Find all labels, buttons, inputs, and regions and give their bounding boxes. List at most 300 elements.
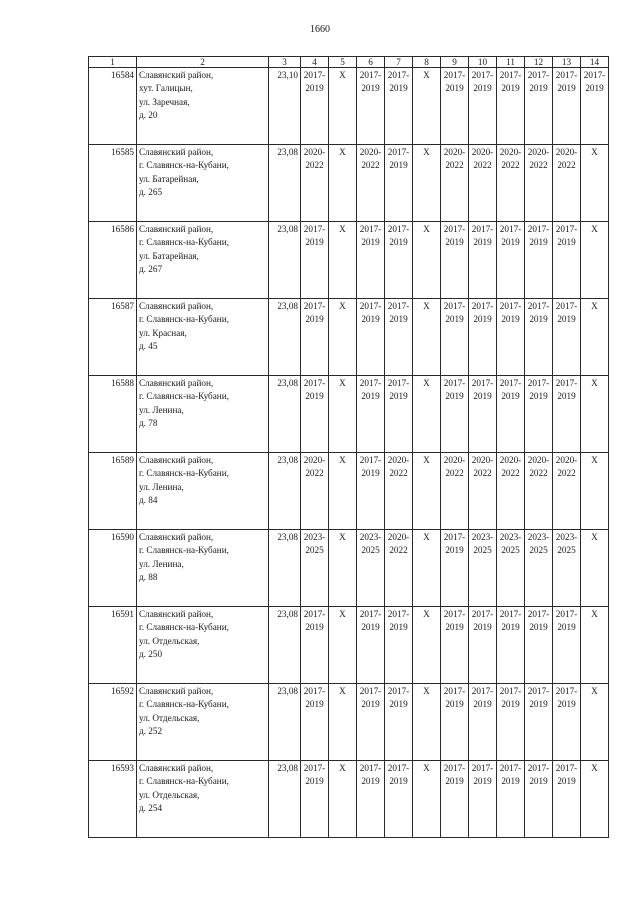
period-value: X [591,532,598,542]
period-cell [469,453,497,530]
period-value: 2017- 2019 [443,301,466,325]
period-cell [357,299,385,376]
period-cell [553,761,581,838]
period-value: 2020- 2022 [471,455,494,479]
period-cell [497,761,525,838]
period-value: 2017- 2019 [527,763,550,787]
period-cell [329,222,357,299]
period-value: 2017- 2019 [387,686,410,710]
period-cell [581,607,609,684]
period-cell [497,145,525,222]
period-cell [413,68,441,145]
header-row [89,57,609,68]
period-value: X [591,455,598,465]
address-cell [137,376,269,453]
period-value: X [591,609,598,619]
period-cell [301,299,329,376]
period-cell [581,761,609,838]
address-cell [137,530,269,607]
period-cell [525,607,553,684]
period-cell [357,453,385,530]
period-value: 2017- 2019 [555,378,578,402]
period-cell [581,68,609,145]
period-cell [525,684,553,761]
period-cell [357,68,385,145]
period-value: 2023- 2025 [471,532,494,556]
period-cell [357,145,385,222]
period-cell [469,761,497,838]
period-cell [385,607,413,684]
period-cell [301,68,329,145]
address-cell [137,607,269,684]
address-cell [137,684,269,761]
period-cell [441,761,469,838]
period-value: 2017- 2019 [387,378,410,402]
address-line: Славянский район, [139,147,214,157]
address-line: д. 267 [139,264,163,275]
period-value: X [423,532,430,542]
period-value: 2023- 2025 [359,532,382,556]
period-value: 2017- 2019 [471,224,494,248]
period-value: 2017- 2019 [443,224,466,248]
period-value: 2017- 2019 [499,609,522,633]
period-cell [301,222,329,299]
area-value: 23,10 [269,68,301,145]
period-cell [329,607,357,684]
period-value: 2017- 2019 [527,686,550,710]
period-cell [525,530,553,607]
period-cell [469,68,497,145]
period-cell [385,530,413,607]
address-line: д. 254 [139,803,163,814]
column-header-4: 4 [301,57,329,68]
column-header-5: 5 [329,57,357,68]
period-value: 2017- 2019 [359,455,382,479]
period-value: X [339,70,346,80]
period-cell [413,376,441,453]
period-value: X [591,763,598,773]
period-value: 2023- 2025 [303,532,326,556]
period-cell [525,376,553,453]
address-line: ул. Отдельская, [139,635,200,646]
period-cell [301,607,329,684]
period-cell [301,376,329,453]
period-value: X [591,686,598,696]
period-value: 2017- 2019 [555,686,578,710]
period-value: 2020- 2022 [527,455,550,479]
period-cell [329,761,357,838]
period-value: X [423,763,430,773]
period-value: 2020- 2022 [555,455,578,479]
period-value: 2017- 2019 [443,378,466,402]
column-header-11: 11 [497,57,525,68]
period-cell [357,607,385,684]
record-number: 16588 [89,376,137,453]
period-value: 2017- 2019 [555,224,578,248]
period-cell [413,453,441,530]
period-cell [469,607,497,684]
address-line: ул. Ленина, [139,558,184,569]
period-value: 2017- 2019 [303,378,326,402]
column-header-8: 8 [413,57,441,68]
period-cell [385,761,413,838]
period-cell [329,145,357,222]
period-cell [441,684,469,761]
column-header-1: 1 [89,57,137,68]
record-number: 16587 [89,299,137,376]
period-cell [413,530,441,607]
period-value: 2017- 2019 [387,70,410,94]
address-line: ул. Ленина, [139,404,184,415]
period-cell [525,145,553,222]
period-value: X [339,378,346,388]
column-header-9: 9 [441,57,469,68]
address-line: г. Славянск-на-Кубани, [139,622,229,633]
period-cell [581,376,609,453]
table-row [89,376,609,453]
period-cell [329,453,357,530]
period-value: 2017- 2019 [303,224,326,248]
area-value: 23,08 [269,761,301,838]
period-value: X [339,455,346,465]
period-value: 2017- 2019 [471,686,494,710]
period-cell [553,607,581,684]
period-cell [469,530,497,607]
address-line: Славянский район, [139,763,214,773]
address-line: Славянский район, [139,686,214,696]
address-line: Славянский район, [139,609,214,619]
table-row [89,222,609,299]
period-value: 2017- 2019 [471,763,494,787]
address-line: Славянский район, [139,455,214,465]
period-cell [581,453,609,530]
period-cell [525,761,553,838]
period-cell [385,684,413,761]
period-cell [553,376,581,453]
address-line: г. Славянск-на-Кубани, [139,545,229,556]
period-cell [357,684,385,761]
period-value: 2020- 2022 [359,147,382,171]
period-value: 2017- 2019 [303,609,326,633]
period-value: 2017- 2019 [443,763,466,787]
period-value: 2017- 2019 [387,147,410,171]
table-row [89,453,609,530]
period-value: 2020- 2022 [555,147,578,171]
address-line: г. Славянск-на-Кубани, [139,699,229,710]
address-line: г. Славянск-на-Кубани, [139,468,229,479]
period-cell [553,530,581,607]
period-value: 2017- 2019 [387,301,410,325]
period-value: 2017- 2019 [527,378,550,402]
period-value: 2017- 2019 [387,763,410,787]
period-value: X [423,224,430,234]
record-number: 16584 [89,68,137,145]
period-cell [497,684,525,761]
period-value: X [591,147,598,157]
period-value: 2020- 2022 [499,147,522,171]
period-cell [413,299,441,376]
address-line: Славянский район, [139,378,214,388]
period-cell [301,761,329,838]
period-cell [301,530,329,607]
period-cell [469,684,497,761]
area-value: 23,08 [269,684,301,761]
address-line: г. Славянск-на-Кубани, [139,314,229,325]
area-value: 23,08 [269,299,301,376]
address-line: д. 265 [139,187,163,198]
period-cell [385,222,413,299]
period-value: 2017- 2019 [527,609,550,633]
period-value: X [339,147,346,157]
address-line: ул. Ленина, [139,481,184,492]
table-row [89,145,609,222]
period-value: 2017- 2019 [527,70,550,94]
address-line: ул. Красная, [139,327,187,338]
period-cell [329,684,357,761]
address-cell [137,145,269,222]
period-value: 2017- 2019 [443,532,466,556]
housing-register-table [88,56,609,838]
address-line: г. Славянск-на-Кубани, [139,776,229,787]
period-cell [525,222,553,299]
address-line: хут. Галицын, [139,83,193,94]
period-cell [385,145,413,222]
period-cell [441,376,469,453]
address-line: ул. Отдельская, [139,712,200,723]
period-cell [441,453,469,530]
address-line: ул. Батарейная, [139,250,199,261]
period-value: 2017- 2019 [527,301,550,325]
period-value: 2017- 2019 [359,686,382,710]
period-cell [441,299,469,376]
period-value: 2017- 2019 [359,763,382,787]
period-value: 2017- 2019 [303,301,326,325]
table-row [89,607,609,684]
address-cell [137,453,269,530]
period-cell [441,145,469,222]
table-row [89,299,609,376]
address-line: д. 84 [139,495,158,506]
period-value: X [423,455,430,465]
period-value: X [423,147,430,157]
address-line: ул. Отдельская, [139,789,200,800]
period-value: 2020- 2022 [387,455,410,479]
period-cell [469,145,497,222]
period-cell [581,222,609,299]
area-value: 23,08 [269,376,301,453]
period-cell [385,299,413,376]
period-value: 2017- 2019 [387,609,410,633]
period-value: 2017- 2019 [499,378,522,402]
period-cell [441,222,469,299]
area-value: 23,08 [269,453,301,530]
period-value: 2023- 2025 [555,532,578,556]
period-value: 2017- 2019 [387,224,410,248]
period-cell [553,684,581,761]
period-value: X [423,378,430,388]
address-line: Славянский район, [139,70,214,80]
period-value: X [423,609,430,619]
period-value: X [339,763,346,773]
period-value: 2020- 2022 [303,455,326,479]
period-value: 2017- 2019 [527,224,550,248]
period-cell [553,68,581,145]
address-line: д. 78 [139,418,158,429]
column-header-3: 3 [269,57,301,68]
period-cell [497,376,525,453]
period-value: X [339,224,346,234]
period-value: X [423,301,430,311]
period-value: 2017- 2019 [359,378,382,402]
period-value: X [591,378,598,388]
address-cell [137,68,269,145]
table-row [89,530,609,607]
period-cell [413,145,441,222]
address-cell [137,222,269,299]
column-header-7: 7 [385,57,413,68]
period-cell [357,761,385,838]
period-value: 2020- 2022 [471,147,494,171]
address-line: г. Славянск-на-Кубани, [139,391,229,402]
period-cell [301,145,329,222]
column-header-14: 14 [581,57,609,68]
address-line: д. 45 [139,341,158,352]
address-line: ул. Батарейная, [139,173,199,184]
period-value: 2017- 2019 [359,301,382,325]
period-cell [413,222,441,299]
period-cell [497,453,525,530]
period-cell [441,68,469,145]
period-value: 2020- 2022 [499,455,522,479]
period-cell [497,607,525,684]
period-cell [301,453,329,530]
address-line: Славянский район, [139,532,214,542]
period-cell [469,376,497,453]
period-value: 2017- 2019 [359,70,382,94]
period-value: 2017- 2019 [443,70,466,94]
record-number: 16592 [89,684,137,761]
page-number: 1660 [310,24,330,35]
address-cell [137,761,269,838]
period-value: 2017- 2019 [555,763,578,787]
period-cell [553,222,581,299]
period-value: X [423,70,430,80]
period-value: 2017- 2019 [359,224,382,248]
address-line: д. 20 [139,110,158,121]
period-value: 2017- 2019 [303,763,326,787]
address-line: д. 250 [139,649,163,660]
period-value: X [591,224,598,234]
period-value: X [339,532,346,542]
period-value: 2017- 2019 [555,301,578,325]
period-cell [497,530,525,607]
period-value: 2020- 2022 [387,532,410,556]
period-cell [581,145,609,222]
period-cell [329,530,357,607]
address-line: д. 88 [139,572,158,583]
period-value: 2017- 2019 [303,686,326,710]
period-value: 2017- 2019 [443,609,466,633]
period-cell [581,684,609,761]
period-cell [329,68,357,145]
address-line: д. 252 [139,726,163,737]
period-cell [329,299,357,376]
record-number: 16593 [89,761,137,838]
column-header-13: 13 [553,57,581,68]
period-cell [441,607,469,684]
period-value: 2017- 2019 [583,70,606,94]
period-cell [581,299,609,376]
period-value: 2023- 2025 [499,532,522,556]
period-value: X [339,301,346,311]
table-row [89,684,609,761]
area-value: 23,08 [269,222,301,299]
period-cell [413,761,441,838]
period-cell [525,299,553,376]
period-value: 2017- 2019 [471,378,494,402]
table-row [89,68,609,145]
record-number: 16585 [89,145,137,222]
period-cell [357,222,385,299]
address-line: г. Славянск-на-Кубани, [139,160,229,171]
record-number: 16591 [89,607,137,684]
period-value: 2017- 2019 [499,224,522,248]
period-value: 2017- 2019 [471,609,494,633]
period-value: 2017- 2019 [499,301,522,325]
period-value: 2017- 2019 [499,70,522,94]
area-value: 23,08 [269,145,301,222]
table-row [89,761,609,838]
period-value: 2020- 2022 [527,147,550,171]
area-value: 23,08 [269,607,301,684]
record-number: 16590 [89,530,137,607]
period-cell [553,145,581,222]
period-cell [385,68,413,145]
period-value: 2017- 2019 [555,70,578,94]
column-header-10: 10 [469,57,497,68]
period-cell [553,299,581,376]
period-value: X [423,686,430,696]
period-cell [357,376,385,453]
period-value: X [339,686,346,696]
address-line: г. Славянск-на-Кубани, [139,237,229,248]
period-value: 2017- 2019 [303,70,326,94]
address-cell [137,299,269,376]
record-number: 16586 [89,222,137,299]
period-value: X [339,609,346,619]
period-value: 2017- 2019 [471,301,494,325]
period-value: 2017- 2019 [555,609,578,633]
address-line: Славянский район, [139,301,214,311]
area-value: 23,08 [269,530,301,607]
period-cell [329,376,357,453]
period-cell [413,684,441,761]
period-value: 2017- 2019 [499,686,522,710]
period-value: 2020- 2022 [303,147,326,171]
period-cell [525,68,553,145]
period-cell [497,222,525,299]
period-cell [497,68,525,145]
period-value: X [591,301,598,311]
period-value: 2020- 2022 [443,455,466,479]
period-value: 2023- 2025 [527,532,550,556]
record-number: 16589 [89,453,137,530]
column-header-12: 12 [525,57,553,68]
period-cell [497,299,525,376]
period-cell [441,530,469,607]
period-value: 2017- 2019 [359,609,382,633]
period-cell [469,222,497,299]
